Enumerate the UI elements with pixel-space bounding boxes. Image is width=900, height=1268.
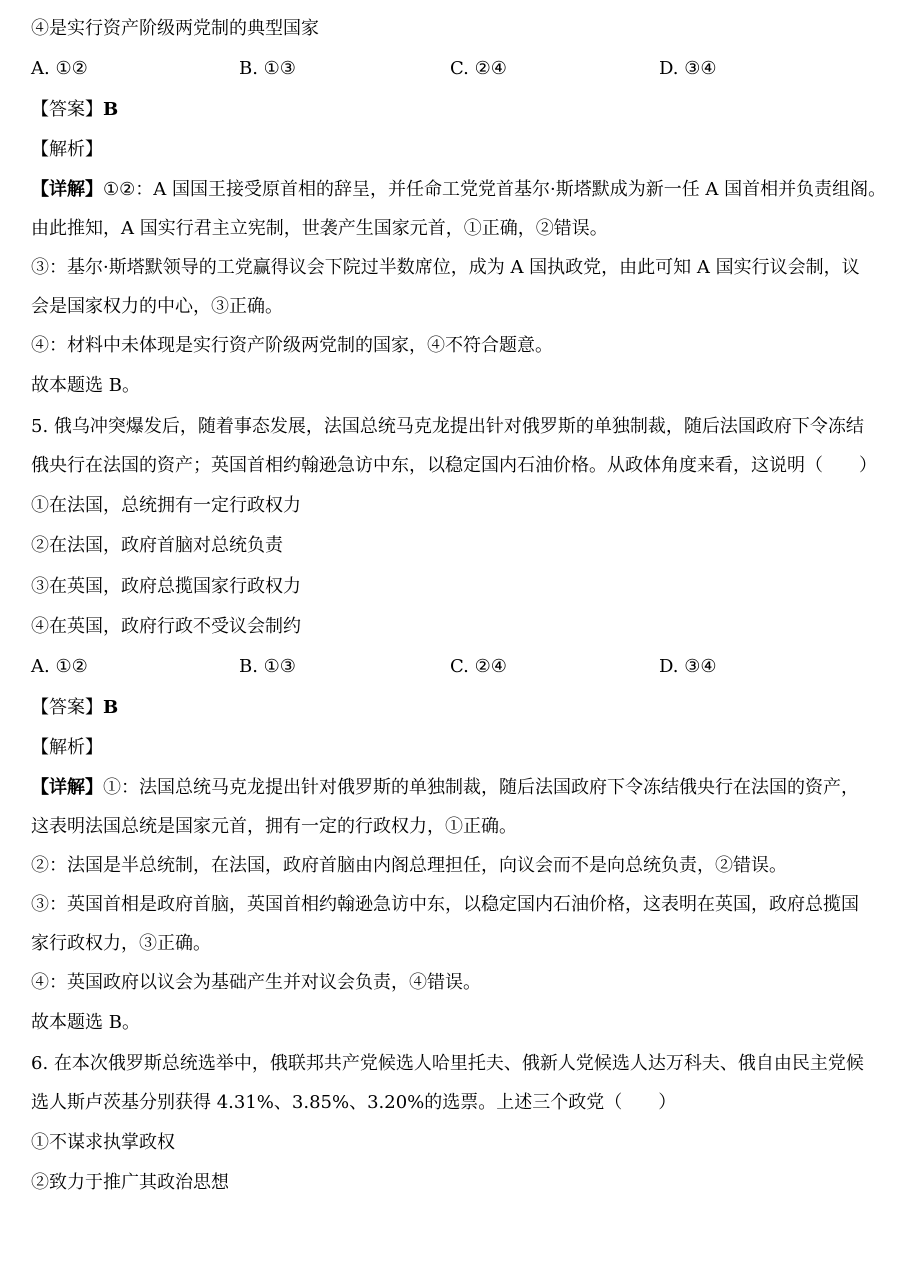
q5-option-d: D. ③④ [659, 656, 717, 678]
q4-detail-label: 【详解】 [31, 179, 103, 201]
q4-detail-text-1: ①②：A 国国王接受原首相的辞呈，并任命工党党首基尔·斯塔默成为新一任 A 国首相并负责组阁。 [103, 179, 887, 201]
q4-option-a: A. ①② [31, 58, 88, 80]
q4-answer-value: B [103, 98, 119, 120]
q5-option-a: A. ①② [31, 656, 88, 678]
q4-item-4: ④是实行资产阶级两党制的典型国家 [31, 18, 319, 39]
q5-item-4: ④在英国，政府行政不受议会制约 [31, 615, 301, 637]
q6-item-1: ①不谋求执掌政权 [31, 1132, 175, 1154]
q5-detail-line-2: 这表明法国总统是国家元首，拥有一定的行政权力，①正确。 [31, 816, 517, 838]
q4-option-c: C. ②④ [450, 58, 507, 80]
q4-option-d: D. ③④ [659, 58, 717, 80]
q4-detail-line-5: ④：材料中未体现是实行资产阶级两党制的国家，④不符合题意。 [31, 335, 553, 357]
q4-analysis-label: 【解析】 [31, 138, 103, 160]
q4-detail-line-4: 会是国家权力的中心，③正确。 [31, 296, 283, 318]
q6-stem-line-1: 6. 在本次俄罗斯总统选举中，俄联邦共产党候选人哈里托夫、俄新人党候选人达万科夫、俄自由民主党候 [31, 1052, 864, 1074]
q4-answer [31, 99, 877, 121]
q5-detail-line-1 [31, 777, 877, 799]
q5-item-3: ③在英国，政府总揽国家行政权力 [31, 575, 301, 597]
q4-detail-line-2: 由此推知，A 国实行君主立宪制，世袭产生国家元首，①正确，②错误。 [31, 218, 608, 240]
q5-answer-value: B [103, 696, 119, 718]
q5-stem-line-2: 俄央行在法国的资产；英国首相约翰逊急访中东，以稳定国内石油价格。从政体角度来看，这说明（ ） [31, 454, 877, 476]
q4-detail-line-3: ③：基尔·斯塔默领导的工党赢得议会下院过半数席位，成为 A 国执政党，由此可知 A 国实行议会制，议 [31, 257, 860, 279]
q4-conclusion: 故本题选 B。 [31, 375, 140, 397]
q5-item-1: ①在法国，总统拥有一定行政权力 [31, 495, 301, 517]
q6-stem-line-2: 选人斯卢茨基分别获得 4.31%、3.85%、3.20%的选票。上述三个政党（ ） [31, 1091, 677, 1113]
q6-item-2: ②致力于推广其政治思想 [31, 1172, 229, 1194]
q5-option-c: C. ②④ [450, 656, 507, 678]
q5-stem-line-1: 5. 俄乌冲突爆发后，随着事态发展，法国总统马克龙提出针对俄罗斯的单独制裁，随后法国政府下令冻结 [31, 415, 864, 437]
q5-analysis-label: 【解析】 [31, 736, 103, 758]
q5-detail-line-3: ②：法国是半总统制，在法国，政府首脑由内阁总理担任，向议会而不是向总统负责，②错误。 [31, 855, 787, 877]
q5-answer [31, 697, 877, 719]
q5-conclusion: 故本题选 B。 [31, 1012, 140, 1034]
q4-options [31, 58, 877, 80]
document-page [31, 18, 887, 1213]
q5-detail-label: 【详解】 [31, 777, 103, 799]
q4-answer-label: 【答案】 [31, 98, 103, 120]
q5-detail-line-4: ③：英国首相是政府首脑，英国首相约翰逊急访中东，以稳定国内石油价格，这表明在英国，政府总揽国 [31, 894, 859, 916]
q5-item-2: ②在法国，政府首脑对总统负责 [31, 535, 283, 557]
q5-detail-text-1: ①：法国总统马克龙提出针对俄罗斯的单独制裁，随后法国政府下令冻结俄央行在法国的资产， [103, 777, 859, 799]
q4-option-b: B. ①③ [239, 58, 296, 80]
q5-option-b: B. ①③ [239, 656, 296, 678]
q5-detail-line-5: 家行政权力，③正确。 [31, 933, 211, 955]
q5-detail-line-6: ④：英国政府以议会为基础产生并对议会负责，④错误。 [31, 972, 481, 994]
q5-options [31, 656, 877, 678]
q4-detail-line-1 [31, 179, 887, 201]
q5-answer-label: 【答案】 [31, 696, 103, 718]
